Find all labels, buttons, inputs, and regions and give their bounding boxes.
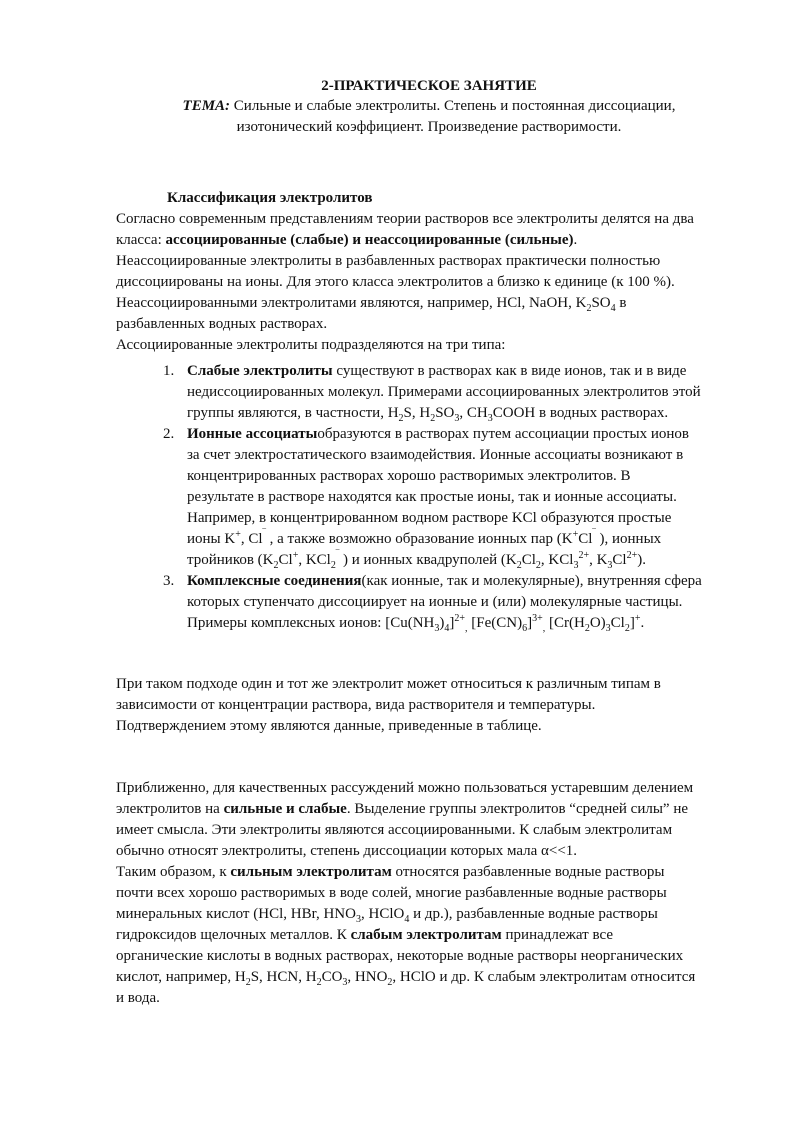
text: (как ионные, так и молекулярные), внутренняя сфера — [361, 573, 702, 589]
text: . — [573, 232, 578, 248]
superscript: 2+ — [578, 550, 590, 561]
text: , HClO — [360, 906, 405, 922]
text-line — [187, 571, 766, 592]
text-line: имеет смысла. Эти электролиты являются ассоциированными. К слабым электролитам — [116, 822, 673, 838]
text-line: недиссоциированных молекул. Примерами ассоциированных электролитов этой — [187, 384, 701, 400]
text: Примеры комплексных ионов: [Cu(NH — [187, 615, 435, 631]
text: ] — [449, 615, 455, 631]
text-line — [187, 550, 766, 571]
superscript: 2+ — [454, 613, 466, 624]
text-line — [116, 925, 756, 946]
text: [Fe(CN) — [467, 615, 523, 631]
subscript: , — [465, 623, 468, 634]
text-line: и вода. — [116, 990, 160, 1006]
subscript: 3 — [607, 560, 613, 571]
text: образуются в растворах путем ассоциации простых ионов — [317, 426, 689, 442]
text-line: разбавленных водных растворах. — [116, 316, 328, 332]
text: ) — [439, 615, 445, 631]
subscript: 3 — [342, 977, 348, 988]
text: ионы K — [187, 531, 236, 547]
text-line: Например, в концентрированном водном растворе KCl образуются простые — [187, 510, 672, 526]
text: CO — [321, 969, 343, 985]
list-number: 2. — [163, 426, 175, 442]
subscript: 2 — [398, 413, 404, 424]
text-line — [116, 862, 756, 883]
superscript: ‾ — [592, 529, 596, 540]
text-line — [116, 230, 756, 251]
text-line — [187, 361, 766, 382]
text: , CH — [459, 405, 488, 421]
text-line: почти всех хорошо растворимых в воде солей, многие разбавленные водные растворы — [116, 885, 667, 901]
subscript: 3 — [355, 914, 361, 925]
list-number: 1. — [163, 363, 175, 379]
text-line: Согласно современным представлениям теории растворов все электролиты делятся на два — [116, 211, 694, 227]
text: O) — [589, 615, 606, 631]
subscript: 3 — [487, 413, 493, 424]
text: группы являются, в частности, H — [187, 405, 399, 421]
subscript: 4 — [444, 623, 450, 634]
subscript: 2 — [586, 303, 592, 314]
text: [Cr(H — [545, 615, 585, 631]
bold-text: сильным электролитам — [230, 864, 392, 880]
subscript: 3 — [605, 623, 611, 634]
text-line: за счет электростатического взаимодействия. Ионные ассоциаты возникают в — [187, 447, 684, 463]
topic-line — [0, 96, 800, 117]
text: S, HCN, H — [250, 969, 317, 985]
text: Cl — [612, 552, 627, 568]
text: Таким образом, к — [116, 864, 231, 880]
text: принадлежат все — [501, 927, 613, 943]
text: SO — [435, 405, 455, 421]
subscript: 2 — [273, 560, 279, 571]
text-line — [116, 967, 756, 988]
text: , а также возможно образование ионных пар (K — [265, 531, 573, 547]
subscript: 2 — [430, 413, 436, 424]
text: Cl — [610, 615, 625, 631]
paragraph-strong-weak — [116, 778, 756, 1009]
superscript: ‾ — [262, 529, 266, 540]
text: и др.), разбавленные водные растворы — [409, 906, 658, 922]
bold-text: сильные и слабые — [223, 801, 347, 817]
subscript: 3 — [434, 623, 440, 634]
text-line — [187, 403, 766, 424]
text-line: Неассоциированные электролиты в разбавленных растворах практически полностью — [116, 253, 661, 269]
text: гидроксидов щелочных металлов. К — [116, 927, 351, 943]
text-line: которых ступенчато диссоциирует на ионные и (или) молекулярные частицы. — [187, 594, 683, 610]
types-list — [116, 361, 766, 634]
list-item — [116, 361, 766, 424]
text: ). — [637, 552, 646, 568]
text-line: При таком подходе один и тот же электролит может относиться к различным типам в — [116, 676, 661, 692]
superscript: + — [292, 550, 299, 561]
text: Неассоциированными электролитами являются, например, HCl, NaOH, K — [116, 295, 587, 311]
subscript: 6 — [522, 623, 528, 634]
bold-text: Слабые электролиты — [187, 363, 333, 379]
text: Cl — [278, 552, 293, 568]
text: ), ионных — [595, 531, 662, 547]
subscript: 2 — [624, 623, 630, 634]
text: существуют в растворах как в виде ионов, так и в виде — [332, 363, 687, 379]
subscript: 2 — [516, 560, 522, 571]
subscript: 2 — [535, 560, 541, 571]
subscript: 2 — [584, 623, 590, 634]
text: , HClO и др. К слабым электролитам относится — [392, 969, 696, 985]
text: в — [615, 295, 627, 311]
text-line: концентрированных растворах хорошо растворимых электролитов. В — [187, 468, 631, 484]
text-line — [187, 424, 766, 445]
text: S, H — [403, 405, 431, 421]
text: , K — [589, 552, 608, 568]
text-line: Подтверждением этому являются данные, приведенные в таблице. — [116, 718, 542, 734]
text: ] — [629, 615, 635, 631]
text-line — [116, 799, 756, 820]
text-line — [116, 293, 756, 314]
bold-text: ассоциированные (слабые) и неассоциированные (сильные) — [165, 232, 574, 248]
text: минеральных кислот (HCl, HBr, HNO — [116, 906, 356, 922]
text: SO — [591, 295, 611, 311]
text: ] — [527, 615, 533, 631]
text-line: зависимости от концентрации раствора, вида растворителя и температуры. — [116, 697, 596, 713]
subscript: 2 — [330, 560, 336, 571]
text: . Выделение группы электролитов “средней силы” не — [346, 801, 688, 817]
subscript: 4 — [404, 914, 410, 925]
text-line — [187, 529, 766, 550]
paragraph-classification — [116, 209, 756, 356]
bold-text: слабым электролитам — [350, 927, 502, 943]
text: Cl — [578, 531, 593, 547]
superscript: + — [235, 529, 241, 540]
superscript: + — [634, 613, 641, 624]
subscript: 2 — [316, 977, 322, 988]
text: класса: — [116, 232, 166, 248]
topic-line-2: изотонический коэффициент. Произведение растворимости. — [236, 119, 622, 135]
page-title: 2-ПРАКТИЧЕСКОЕ ЗАНЯТИЕ — [321, 78, 537, 94]
list-number: 3. — [163, 573, 175, 589]
text: ) и ионных квадруполей (K — [339, 552, 517, 568]
superscript: ‾ — [335, 550, 340, 561]
paragraph-approach — [116, 674, 756, 737]
list-item — [116, 571, 766, 634]
superscript: + — [572, 529, 579, 540]
superscript: 2+ — [626, 550, 638, 561]
text: электролитов на — [116, 801, 224, 817]
text: COOH в водных растворах. — [492, 405, 669, 421]
list-item — [116, 424, 766, 571]
subscript: 3 — [573, 560, 579, 571]
text-line: обычно относят электролиты, степень диссоциации которых мала α<<1. — [116, 843, 578, 859]
text-line — [187, 613, 766, 634]
text: , KCl — [540, 552, 574, 568]
text: , HNO — [347, 969, 388, 985]
text-line: диссоциированы на ионы. Для этого класса электролитов a близко к единице (к 100 %). — [116, 274, 675, 290]
text: относятся разбавленные водные растворы — [391, 864, 665, 880]
subscript: 2 — [387, 977, 393, 988]
subscript: , — [542, 623, 546, 634]
text: тройников (K — [187, 552, 274, 568]
text-line — [116, 904, 756, 925]
subscript: 3 — [454, 413, 460, 424]
text: . — [640, 615, 645, 631]
text-line: органические кислоты в водных растворах, некоторые водные растворы неорганических — [116, 948, 684, 964]
text: , KCl — [298, 552, 331, 568]
text-line: Ассоциированные электролиты подразделяются на три типа: — [116, 337, 506, 353]
subscript: 4 — [610, 303, 616, 314]
text: Cl — [521, 552, 536, 568]
text-line: Приближенно, для качественных рассуждений можно пользоваться устаревшим делением — [116, 780, 694, 796]
subscript: 2 — [245, 977, 251, 988]
topic-label: ТЕМА: — [182, 98, 231, 114]
superscript: 3+ — [532, 613, 543, 624]
section-heading: Классификация электролитов — [167, 190, 373, 206]
bold-text: Ионные ассоциаты — [187, 426, 318, 442]
text-line: результате в растворе находятся как простые ионы, так и ионные ассоциаты. — [187, 489, 677, 505]
text: , Cl — [240, 531, 263, 547]
bold-text: Комплексные соединения — [187, 573, 362, 589]
text: кислот, например, H — [116, 969, 246, 985]
topic-text: Сильные и слабые электролиты. Степень и постоянная диссоциации, — [230, 98, 676, 114]
